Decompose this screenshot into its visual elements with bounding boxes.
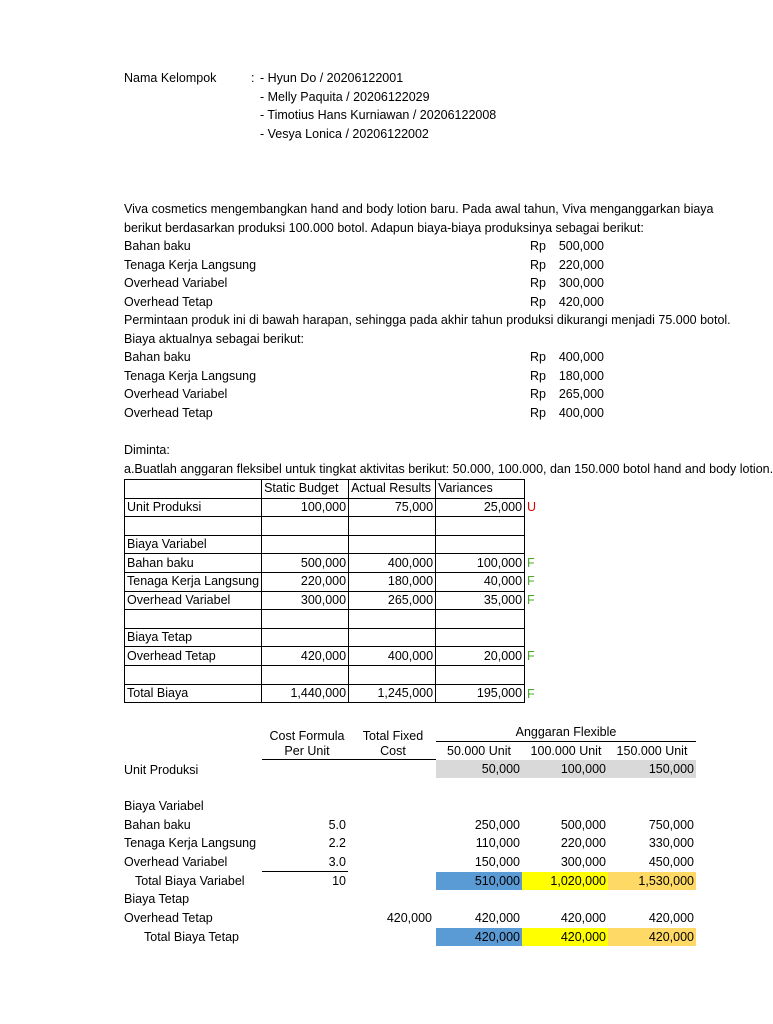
fb-value-150k: 450,000: [648, 855, 694, 869]
budget-item-value: 300,000: [558, 276, 604, 290]
static-value: 100,000: [262, 498, 349, 517]
unit-100k: 100,000: [560, 762, 606, 776]
table-row: [125, 554, 525, 573]
actual-value: [349, 628, 436, 647]
fb-unit-produksi-label: Unit Produksi: [124, 763, 199, 777]
table-header-row: [125, 480, 525, 499]
header-cost: Cost: [380, 744, 406, 758]
fb-fixed-row-label: Overhead Tetap: [124, 911, 213, 925]
variance-value: [436, 610, 525, 629]
budget-item-value: 500,000: [558, 239, 604, 253]
variance-value: [436, 628, 525, 647]
member-2: - Melly Paquita / 20206122029: [260, 90, 430, 104]
fb-row-label: Overhead Variabel: [124, 855, 228, 869]
fb-total-var-100k: 1,020,000: [522, 872, 608, 890]
static-value: [262, 628, 349, 647]
actual-value: 75,000: [349, 498, 436, 517]
header-per-unit: Per Unit: [284, 744, 330, 758]
fb-fixed-100k: 420,000: [560, 911, 606, 925]
fb-total-per-unit: 10: [332, 874, 346, 888]
row-label: [125, 665, 262, 684]
static-value: 500,000: [262, 554, 349, 573]
unit-150k: 150,000: [648, 762, 694, 776]
variance-table: [124, 479, 525, 703]
fb-fixed-cost: 420,000: [386, 911, 432, 925]
row-label: Overhead Variabel: [125, 591, 262, 610]
row-label: Total Biaya: [125, 684, 262, 703]
fb-total-fixed-100k: 420,000: [522, 928, 608, 946]
static-value: 420,000: [262, 647, 349, 666]
level-50k: 50.000 Unit: [447, 744, 511, 758]
fb-per-unit: 3.0: [328, 855, 346, 869]
actual-value: 265,000: [349, 591, 436, 610]
variance-flag-unfavorable: U: [527, 500, 537, 514]
budget-item-label: Tenaga Kerja Langsung: [124, 258, 257, 272]
fb-value-100k: 300,000: [560, 855, 606, 869]
fb-total-var-50k: 510,000: [436, 872, 522, 890]
currency-label: Rp: [530, 239, 546, 253]
fb-biaya-tetap-label: Biaya Tetap: [124, 892, 190, 906]
fb-value-50k: 150,000: [474, 855, 520, 869]
header-cost-formula: Cost Formula: [269, 729, 345, 743]
fb-row-label: Tenaga Kerja Langsung: [124, 836, 257, 850]
variance-flag-favorable: F: [527, 556, 535, 570]
budget-item-value: 420,000: [558, 295, 604, 309]
fb-per-unit: 5.0: [328, 818, 346, 832]
variance-value: 20,000: [436, 647, 525, 666]
header-static-budget: Static Budget: [262, 480, 349, 499]
fb-total-fixed-150k: 420,000: [608, 928, 696, 946]
variance-value: [436, 535, 525, 554]
actual-value: 180,000: [349, 572, 436, 591]
variance-value: [436, 665, 525, 684]
demand-line: Permintaan produk ini di bawah harapan, sehingga pada akhir tahun produksi dikurangi menjadi 75.000 botol.: [124, 313, 731, 327]
variance-flag-favorable: F: [527, 593, 535, 607]
row-label: [125, 610, 262, 629]
variance-flag-favorable: F: [527, 687, 535, 701]
currency-label: Rp: [530, 369, 546, 383]
variance-value: 40,000: [436, 572, 525, 591]
member-4: - Vesya Lonica / 20206122002: [260, 127, 429, 141]
unit-50k: 50,000: [481, 762, 520, 776]
table-row: [125, 572, 525, 591]
header-total-fixed: Total Fixed: [362, 729, 424, 743]
member-3: - Timotius Hans Kurniawan / 20206122008: [260, 108, 497, 122]
static-value: [262, 665, 349, 684]
currency-label: Rp: [530, 295, 546, 309]
fb-value-100k: 220,000: [560, 836, 606, 850]
member-1: - Hyun Do / 20206122001: [260, 71, 404, 85]
budget-item-value: 220,000: [558, 258, 604, 272]
task-a: a.Buatlah anggaran fleksibel untuk tingkat aktivitas berikut: 50.000, 100.000, dan 150.000 botol hand and body lotion.: [124, 462, 773, 476]
row-label: Unit Produksi: [125, 498, 262, 517]
fb-value-150k: 750,000: [648, 818, 694, 832]
variance-value: 35,000: [436, 591, 525, 610]
fb-fixed-150k: 420,000: [648, 911, 694, 925]
group-label: Nama Kelompok: [124, 71, 217, 85]
level-100k: 100.000 Unit: [530, 744, 602, 758]
fb-total-variable-label: Total Biaya Variabel: [135, 874, 245, 888]
table-row: [125, 665, 525, 684]
actual-value: 1,245,000: [349, 684, 436, 703]
budget-item-label: Overhead Variabel: [124, 276, 228, 290]
row-label: Overhead Tetap: [125, 647, 262, 666]
fb-value-150k: 330,000: [648, 836, 694, 850]
currency-label: Rp: [530, 258, 546, 272]
variance-value: 100,000: [436, 554, 525, 573]
variance-value: [436, 517, 525, 536]
group-colon: :: [251, 71, 255, 85]
actual-value: [349, 665, 436, 684]
static-value: 1,440,000: [262, 684, 349, 703]
table-row: [125, 628, 525, 647]
header-cell: [125, 480, 262, 499]
actual-item-label: Tenaga Kerja Langsung: [124, 369, 257, 383]
actual-item-label: Bahan baku: [124, 350, 191, 364]
fb-value-50k: 110,000: [475, 836, 520, 850]
static-value: 220,000: [262, 572, 349, 591]
variance-flag-favorable: F: [527, 574, 535, 588]
table-row: [125, 535, 525, 554]
header-underline: [262, 759, 436, 760]
level-150k: 150.000 Unit: [616, 744, 688, 758]
table-row: [125, 591, 525, 610]
static-value: [262, 517, 349, 536]
fb-value-100k: 500,000: [560, 818, 606, 832]
fb-biaya-variabel-label: Biaya Variabel: [124, 799, 204, 813]
currency-label: Rp: [530, 406, 546, 420]
intro-line-2: berikut berdasarkan produksi 100.000 botol. Adapun biaya-biaya produksinya sebagai berikut:: [124, 221, 644, 235]
table-row: [125, 647, 525, 666]
actual-item-value: 400,000: [558, 350, 604, 364]
row-label: [125, 517, 262, 536]
table-row: [125, 684, 525, 703]
actual-item-value: 180,000: [558, 369, 604, 383]
fb-row-label: Bahan baku: [124, 818, 191, 832]
fb-per-unit: 2.2: [328, 836, 346, 850]
actual-value: [349, 610, 436, 629]
fb-total-fixed-label: Total Biaya Tetap: [144, 930, 239, 944]
static-value: [262, 535, 349, 554]
budget-item-label: Bahan baku: [124, 239, 191, 253]
actual-value: [349, 517, 436, 536]
header-variances: Variances: [436, 480, 525, 499]
table-row: [125, 610, 525, 629]
table-row: [125, 517, 525, 536]
row-label: Tenaga Kerja Langsung: [125, 572, 262, 591]
actual-item-label: Overhead Variabel: [124, 387, 228, 401]
row-label: Biaya Variabel: [125, 535, 262, 554]
actual-intro: Biaya aktualnya sebagai berikut:: [124, 332, 304, 346]
actual-value: 400,000: [349, 554, 436, 573]
actual-value: 400,000: [349, 647, 436, 666]
actual-value: [349, 535, 436, 554]
currency-label: Rp: [530, 387, 546, 401]
row-label: Bahan baku: [125, 554, 262, 573]
fb-total-fixed-50k: 420,000: [436, 928, 522, 946]
variance-value: 195,000: [436, 684, 525, 703]
intro-line-1: Viva cosmetics mengembangkan hand and body lotion baru. Pada awal tahun, Viva menganggarkan biaya: [124, 202, 714, 216]
variance-flag-favorable: F: [527, 649, 535, 663]
currency-label: Rp: [530, 276, 546, 290]
budget-item-label: Overhead Tetap: [124, 295, 213, 309]
row-label: Biaya Tetap: [125, 628, 262, 647]
static-value: [262, 610, 349, 629]
fb-value-50k: 250,000: [474, 818, 520, 832]
fb-fixed-50k: 420,000: [474, 911, 520, 925]
table-row: [125, 498, 525, 517]
diminta-label: Diminta:: [124, 443, 170, 457]
actual-item-value: 265,000: [558, 387, 604, 401]
currency-label: Rp: [530, 350, 546, 364]
actual-item-label: Overhead Tetap: [124, 406, 213, 420]
static-value: 300,000: [262, 591, 349, 610]
actual-item-value: 400,000: [558, 406, 604, 420]
variance-value: 25,000: [436, 498, 525, 517]
fb-total-var-150k: 1,530,000: [608, 872, 696, 890]
header-actual-results: Actual Results: [349, 480, 436, 499]
header-anggaran-flexible: Anggaran Flexible: [515, 725, 617, 739]
